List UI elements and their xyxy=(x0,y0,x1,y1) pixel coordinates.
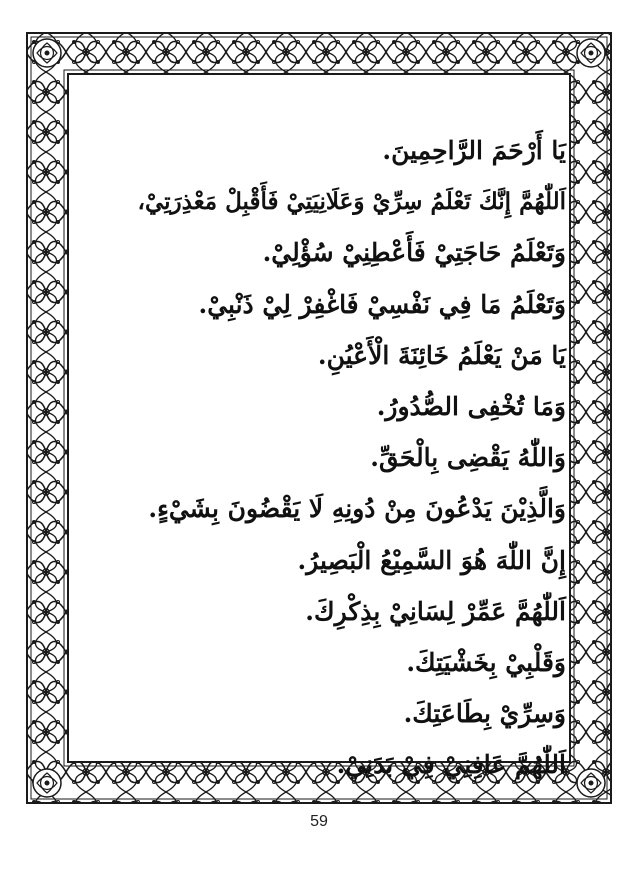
text-line-4: وَتَعْلَمُ مَا فِي نَفْسِيْ فَاغْفِرْ لِيْ ذَنْبِيْ. xyxy=(198,289,566,319)
text-line-7: وَاللّٰهُ يَقْضِى بِالْحَقِّ. xyxy=(370,443,566,473)
text-line-9: إِنَّ اللّٰهَ هُوَ السَّمِيْعُ الْبَصِيرُ. xyxy=(297,545,566,575)
ornamental-border xyxy=(26,32,612,804)
page-number: 59 xyxy=(310,813,328,830)
text-line-2: اَللّٰهُمَّ إِنَّكَ تَعْلَمُ سِرِّيْ وَعَلَانِيَتِيْ فَأَقْبِلْ مَعْذِرَتِيْ، xyxy=(137,188,566,216)
text-line-1: يَا أَرْحَمَ الرَّاحِمِينَ. xyxy=(382,136,566,165)
prayer-text-block xyxy=(121,125,566,785)
text-line-5: يَا مَنْ يَعْلَمُ خَائِنَةَ الْأَعْيُنِ. xyxy=(317,340,566,370)
text-line-8: وَالَّذِيْنَ يَدْعُونَ مِنْ دُونِهِ لَا يَقْضُونَ بِشَيْءٍ. xyxy=(148,494,566,524)
text-line-3: وَتَعْلَمُ حَاجَتِيْ فَأَعْطِنِيْ سُؤْلِيْ. xyxy=(262,238,566,268)
text-line-13: اَللّٰهُمَّ عَافِنِيْ فِيْ بَدَنِيْ. xyxy=(336,750,566,780)
text-line-6: وَمَا تُخْفِى الصُّدُورُ. xyxy=(376,391,566,421)
text-line-10: اَللّٰهُمَّ عَمِّرْ لِسَانِيْ بِذِكْرِكَ. xyxy=(305,596,566,626)
text-line-12: وَسِرِّيْ بِطَاعَتِكَ. xyxy=(403,699,566,729)
text-line-11: وَقَلْبِيْ بِخَشْيَتِكَ. xyxy=(406,647,566,677)
